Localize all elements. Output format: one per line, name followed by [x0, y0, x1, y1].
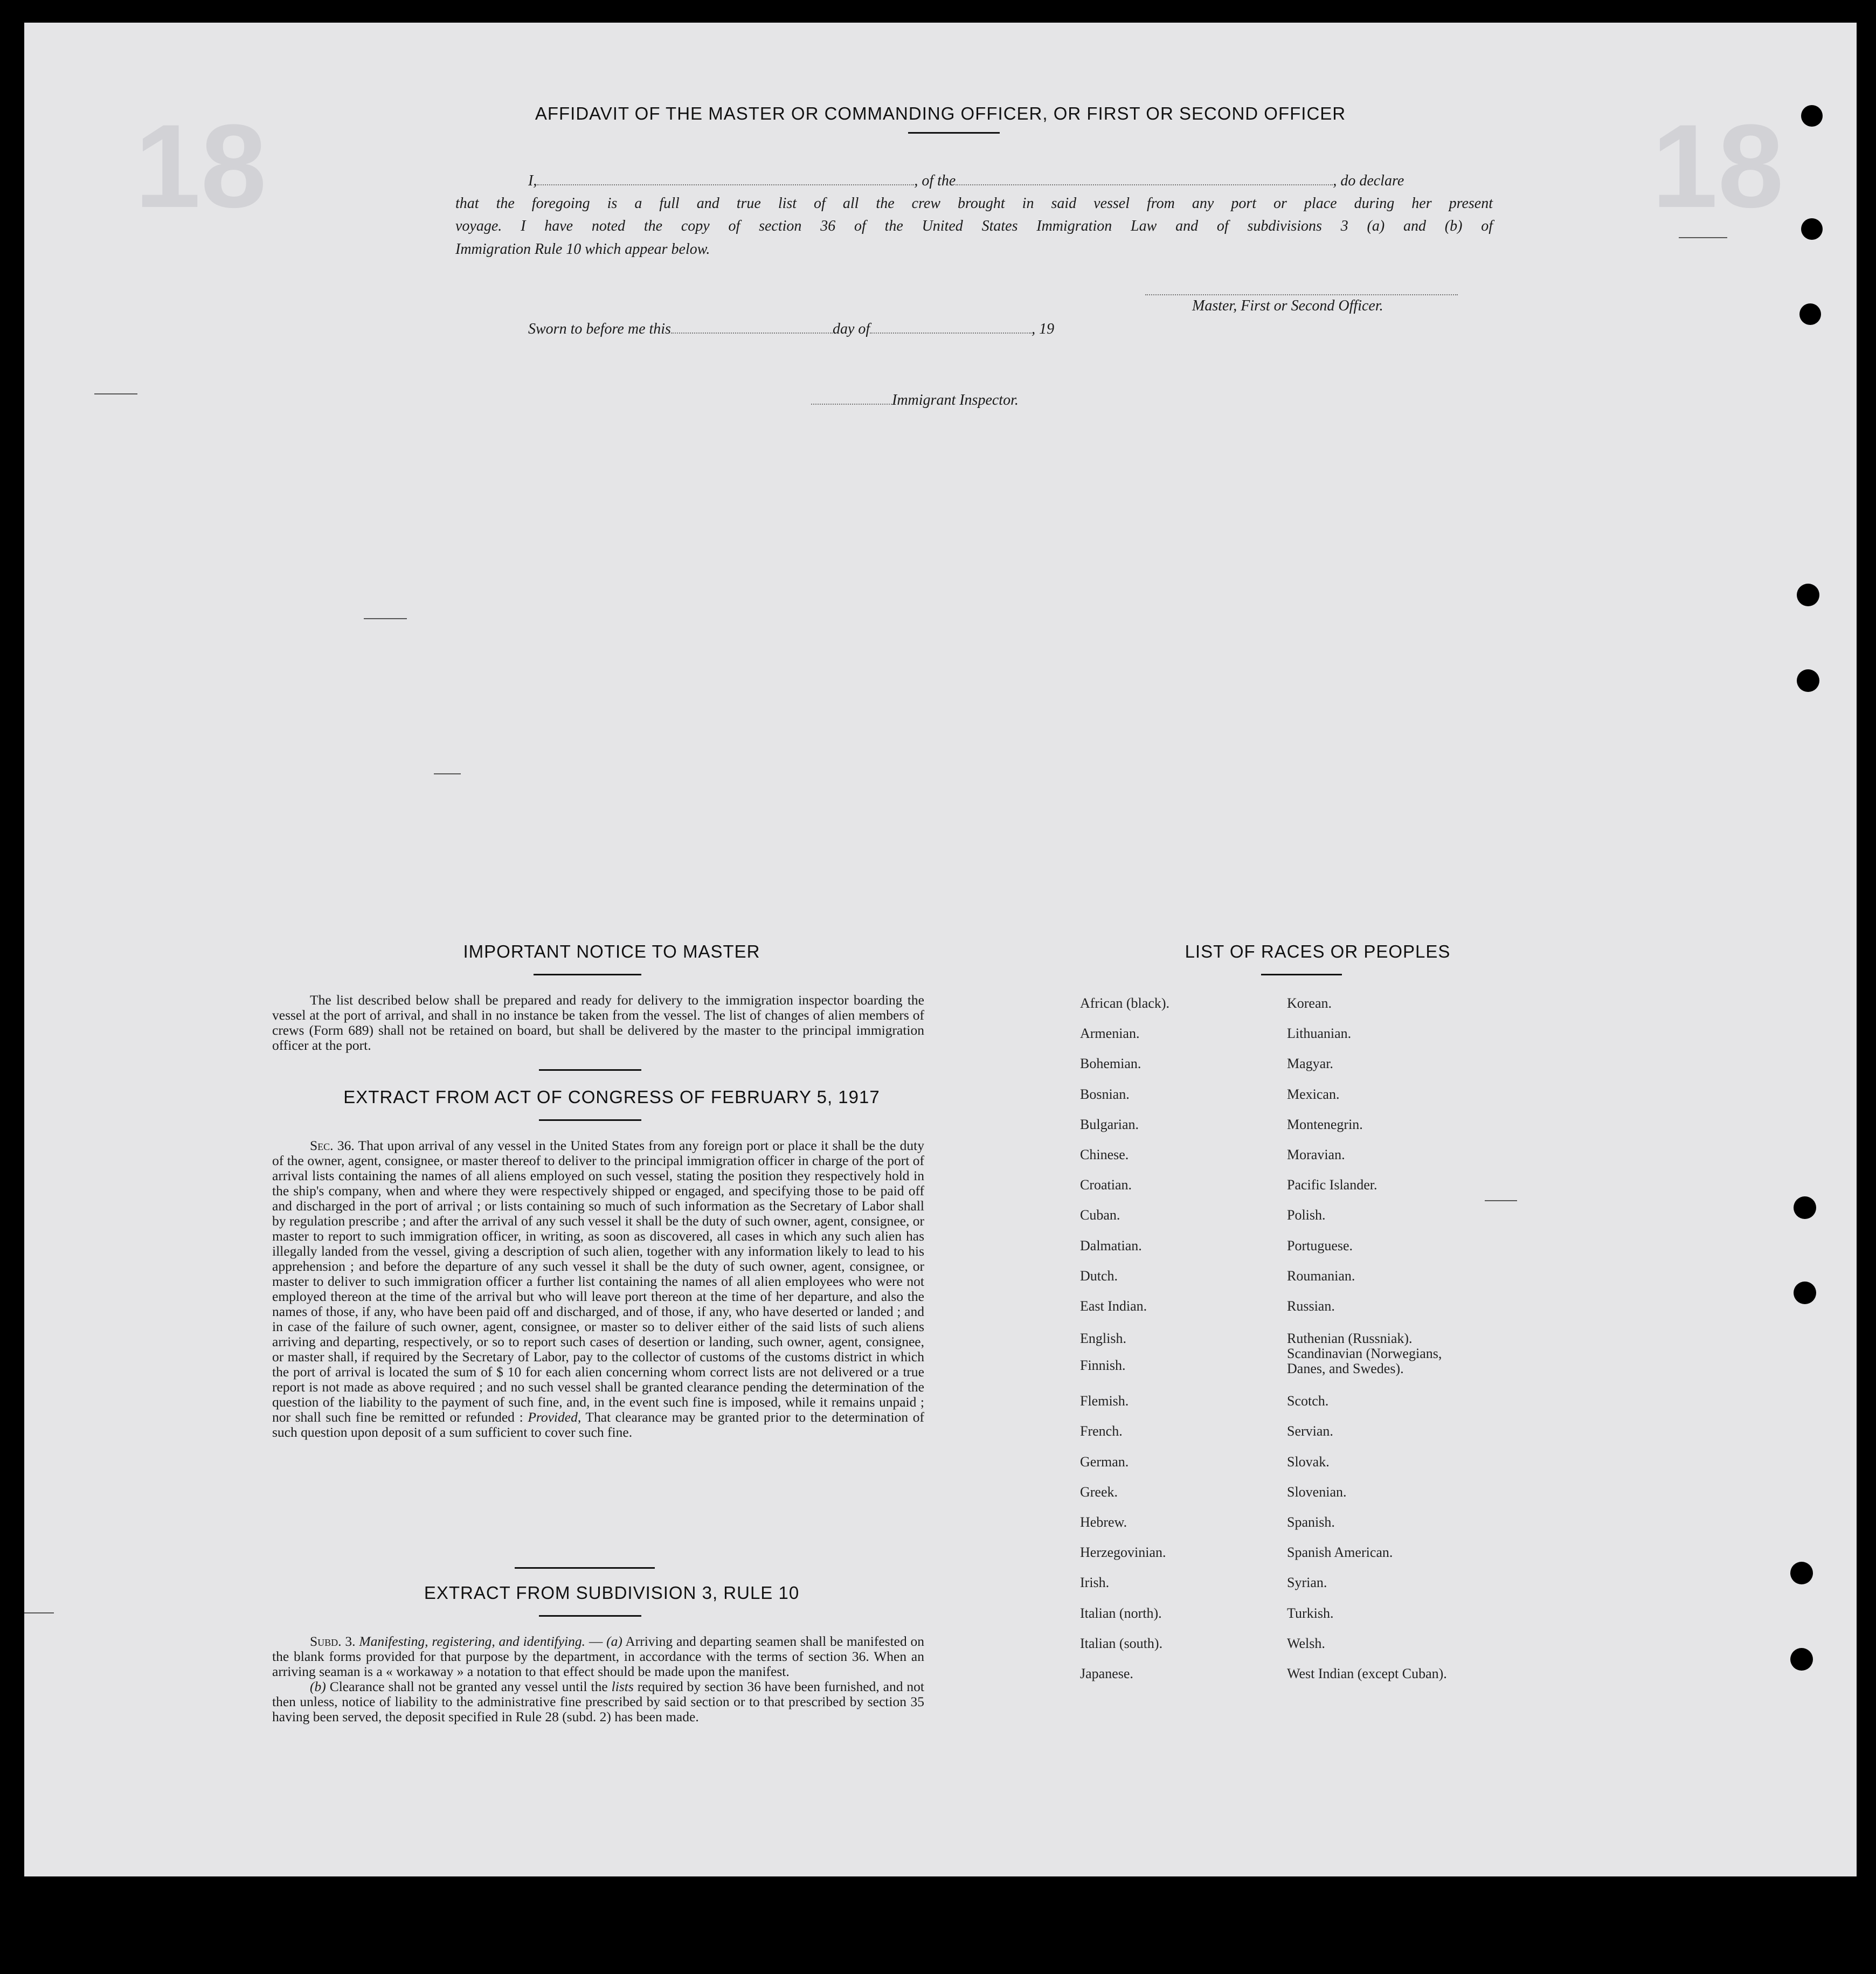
b-lists: lists	[611, 1679, 634, 1694]
stray-mark	[434, 773, 461, 774]
race-item: Polish.	[1287, 1207, 1326, 1223]
notice-text	[272, 993, 924, 1053]
affidavit-line-3: voyage. I have noted the copy of section 36 of the United States Immigration Law and of subdivisions 3 (a) and (b) of	[455, 218, 1493, 234]
subd-label: Subd. 3.	[310, 1633, 356, 1649]
inspector-line	[811, 392, 1019, 409]
stray-mark	[1679, 237, 1727, 238]
punch-hole	[1797, 584, 1819, 606]
notice-title: IMPORTANT NOTICE TO MASTER	[463, 941, 760, 961]
race-item: Spanish American.	[1287, 1544, 1393, 1561]
race-item: Roumanian.	[1287, 1267, 1355, 1284]
subd-b-paragraph	[272, 1679, 924, 1724]
document-page	[24, 23, 1857, 1876]
inspector-label: Immigrant Inspector.	[892, 392, 1019, 408]
race-item: Italian (south).	[1080, 1635, 1163, 1651]
race-item: West Indian (except Cuban).	[1287, 1666, 1447, 1681]
text-of-the: , of the	[914, 172, 956, 189]
act-text	[272, 1138, 924, 1440]
faded-stamp-mark: 18	[135, 100, 267, 232]
race-item: Syrian.	[1287, 1575, 1327, 1591]
inspector-blank[interactable]	[811, 401, 892, 405]
race-item: Spanish.	[1287, 1514, 1335, 1530]
sec-text: That upon arrival of any vessel in the United States from any foreign port or place it shall be the duty of the owner, agent, consignee, or master thereof to deliver to the principal immigration officer in charge of the port of arrival lists containing the names of all aliens employed on such vessel, stating the position they respectively hold in the ship's company, when and where they were respectively shipped or engaged, and specifying those to be paid off and discharged in the port of arrival ; or lists containing so much of such information as the Secretary of Labor shall by regulation prescribe ; and after the arrival of any such vessel it shall be the duty of such owner, agent, consignee, or master to report to such immigration officer, in writing, as soon as discovered, all cases in which any such alien has illegally landed from the vessel, giving a description of such alien, together with any information likely to lead to his apprehension ; and before the departure of any such vessel it shall be the duty of such owner, agent, consignee, or master to deliver to such immigration officer a further list containing the names of all alien employees who were not employed thereon at the time of the arrival but who will leave port thereon at the time of her departure, and also the names of those, if any, who have been paid off and discharged, and of those, if any, who have deserted or landed ; and in case of the failure of such owner, agent, consignee, or master so to deliver either of the said lists of such aliens arriving and departing, respectively, or so to report such cases of desertion or landing, such owner, agent, consignee, or master shall, if required by the Secretary of Labor, pay to the collector of customs of the customs district in which the port of arrival is located the sum of $ 10 for each alien concerning whom correct lists are not delivered or a true report is not made as above required ; and no such vessel shall be granted clearance pending the determination of the question of the liability to the payment of such fine, and, in the event such fine is imposed, while it remains unpaid ; nor shall such fine be remitted or refunded :	[272, 1138, 925, 1425]
race-item: Dutch.	[1080, 1267, 1118, 1284]
race-item: Scandinavian (Norwegians,	[1287, 1346, 1442, 1362]
race-item: Bohemian.	[1080, 1056, 1141, 1072]
subd-heading: Manifesting, registering, and identifying.	[359, 1633, 586, 1649]
punch-hole	[1801, 105, 1823, 127]
race-item: Russian.	[1287, 1298, 1335, 1314]
race-item: Portuguese.	[1287, 1237, 1353, 1253]
race-item: Dalmatian.	[1080, 1237, 1142, 1253]
race-item: Ruthenian (Russniak).	[1287, 1331, 1413, 1347]
rule-title-rule	[539, 1615, 641, 1617]
act-divider	[515, 1567, 655, 1569]
text-year: , 19	[1032, 321, 1055, 337]
race-item: African (black).	[1080, 995, 1170, 1011]
race-item: Bosnian.	[1080, 1086, 1130, 1102]
race-item: Flemish.	[1080, 1393, 1129, 1409]
stray-mark	[1485, 1200, 1517, 1201]
faded-stamp-mark-right: 18	[1652, 100, 1784, 232]
race-item: Herzegovinian.	[1080, 1544, 1166, 1561]
name-blank[interactable]	[537, 182, 914, 185]
text-declare: , do declare	[1333, 172, 1404, 189]
race-item: Finnish.	[1080, 1357, 1126, 1374]
b-text-1: Clearance shall not be granted any vessel until the	[329, 1679, 608, 1694]
race-item: German.	[1080, 1453, 1129, 1470]
provided-label: Provided,	[528, 1409, 582, 1425]
rule-extract-title: EXTRACT FROM SUBDIVISION 3, RULE 10	[424, 1583, 800, 1603]
race-item: Hebrew.	[1080, 1514, 1127, 1530]
race-item: Cuban.	[1080, 1207, 1120, 1223]
text-day-of: day of	[832, 321, 870, 337]
title-rule	[908, 132, 1000, 134]
race-item: Slovak.	[1287, 1453, 1330, 1470]
stray-mark	[364, 618, 407, 619]
notice-divider	[539, 1069, 641, 1071]
race-item: Scotch.	[1287, 1393, 1329, 1409]
race-item: Pacific Islander.	[1287, 1177, 1377, 1193]
a-text: Arriving and departing seamen shall be manifested on the blank forms provided for that purpose by the department, in accordance with the terms of section 36. When an arriving seaman is a « workaway » a notation to that effect should be made upon the manifest.	[272, 1633, 925, 1679]
race-item: Bulgarian.	[1080, 1116, 1139, 1132]
vessel-blank[interactable]	[956, 182, 1333, 185]
race-item: Chinese.	[1080, 1147, 1129, 1162]
month-blank[interactable]	[870, 330, 1032, 334]
subd-a-paragraph: Subd. 3. Manifesting, registering, and identifying. — (a) Arriving and departing seamen shall be manifested on the blank forms provided for that purpose by the department, in accordance with the terms of section 36. When an arriving seaman is a « workaway » a notation to that effect should be made upon the manifest.	[272, 1633, 925, 1679]
race-item: Slovenian.	[1287, 1484, 1347, 1500]
master-signature-label: Master, First or Second Officer.	[1192, 297, 1383, 314]
race-item: Moravian.	[1287, 1147, 1345, 1162]
punch-hole	[1794, 1196, 1816, 1219]
b-label: (b)	[310, 1679, 326, 1694]
race-item: Turkish.	[1287, 1605, 1334, 1621]
affidavit-line-1	[528, 172, 1493, 190]
race-item: Welsh.	[1287, 1635, 1325, 1651]
master-signature-blank[interactable]	[1145, 292, 1458, 295]
race-item: Montenegrin.	[1287, 1116, 1363, 1132]
affidavit-line-2: that the foregoing is a full and true list of all the crew brought in said vessel from any port or place during her present	[455, 195, 1493, 212]
punch-hole	[1794, 1282, 1816, 1304]
race-item: Croatian.	[1080, 1177, 1132, 1193]
rule-text	[272, 1634, 924, 1724]
race-item: English.	[1080, 1331, 1126, 1347]
race-item: Lithuanian.	[1287, 1026, 1352, 1042]
race-item: Greek.	[1080, 1484, 1118, 1500]
punch-hole	[1797, 669, 1819, 692]
punch-hole	[1801, 218, 1823, 240]
punch-hole	[1790, 1562, 1813, 1584]
race-item: Servian.	[1287, 1423, 1333, 1439]
race-item: Japanese.	[1080, 1666, 1133, 1681]
affidavit-line-4: Immigration Rule 10 which appear below.	[455, 241, 710, 258]
text-sworn: Sworn to before me this	[528, 321, 671, 337]
day-blank[interactable]	[671, 330, 833, 334]
race-item: Armenian.	[1080, 1026, 1140, 1042]
text-i: I,	[528, 172, 537, 189]
act-rule	[539, 1119, 641, 1121]
race-item: Italian (north).	[1080, 1605, 1162, 1621]
race-item: Mexican.	[1287, 1086, 1340, 1102]
race-item: East Indian.	[1080, 1298, 1147, 1314]
notice-rule	[534, 974, 641, 975]
race-item: French.	[1080, 1423, 1123, 1439]
affidavit-title: AFFIDAVIT OF THE MASTER OR COMMANDING OFFICER, OR FIRST OR SECOND OFFICER	[535, 103, 1346, 123]
race-item: Korean.	[1287, 995, 1332, 1011]
act-extract-title: EXTRACT FROM ACT OF CONGRESS OF FEBRUARY 5, 1917	[343, 1087, 880, 1107]
sec-text-end: That clearance may be granted prior to the determination of such question upon deposit of a sum sufficient to cover such fine.	[272, 1409, 924, 1440]
race-item: Irish.	[1080, 1575, 1110, 1591]
punch-hole	[1799, 303, 1821, 325]
stray-mark	[24, 1612, 54, 1613]
races-rule	[1261, 974, 1342, 975]
sec-36-paragraph	[272, 1138, 924, 1440]
sec-label: Sec. 36.	[310, 1138, 355, 1153]
race-item: Magyar.	[1287, 1056, 1333, 1072]
races-title: LIST OF RACES OR PEOPLES	[1185, 941, 1451, 961]
sworn-line	[528, 321, 1054, 338]
a-label: (a)	[606, 1633, 622, 1649]
stray-mark	[94, 393, 137, 394]
punch-hole	[1790, 1648, 1813, 1671]
notice-paragraph: The list described below shall be prepared and ready for delivery to the immigration inspector boarding the vessel at the port of arrival, and shall in no instance be taken from the vessel. The list of changes of alien members of crews (Form 689) shall not be retained on board, but shall be delivered by the master to the principal immigration officer at the port.	[272, 992, 924, 1053]
race-item: Danes, and Swedes).	[1287, 1361, 1404, 1377]
b-text-2: required by section 36 have been furnished, and not then unless, notice of liability to the administrative fine prescribed by said section or to that prescribed by section 35 having been served, the deposit specified in Rule 28 (subd. 2) has been made.	[272, 1679, 925, 1724]
